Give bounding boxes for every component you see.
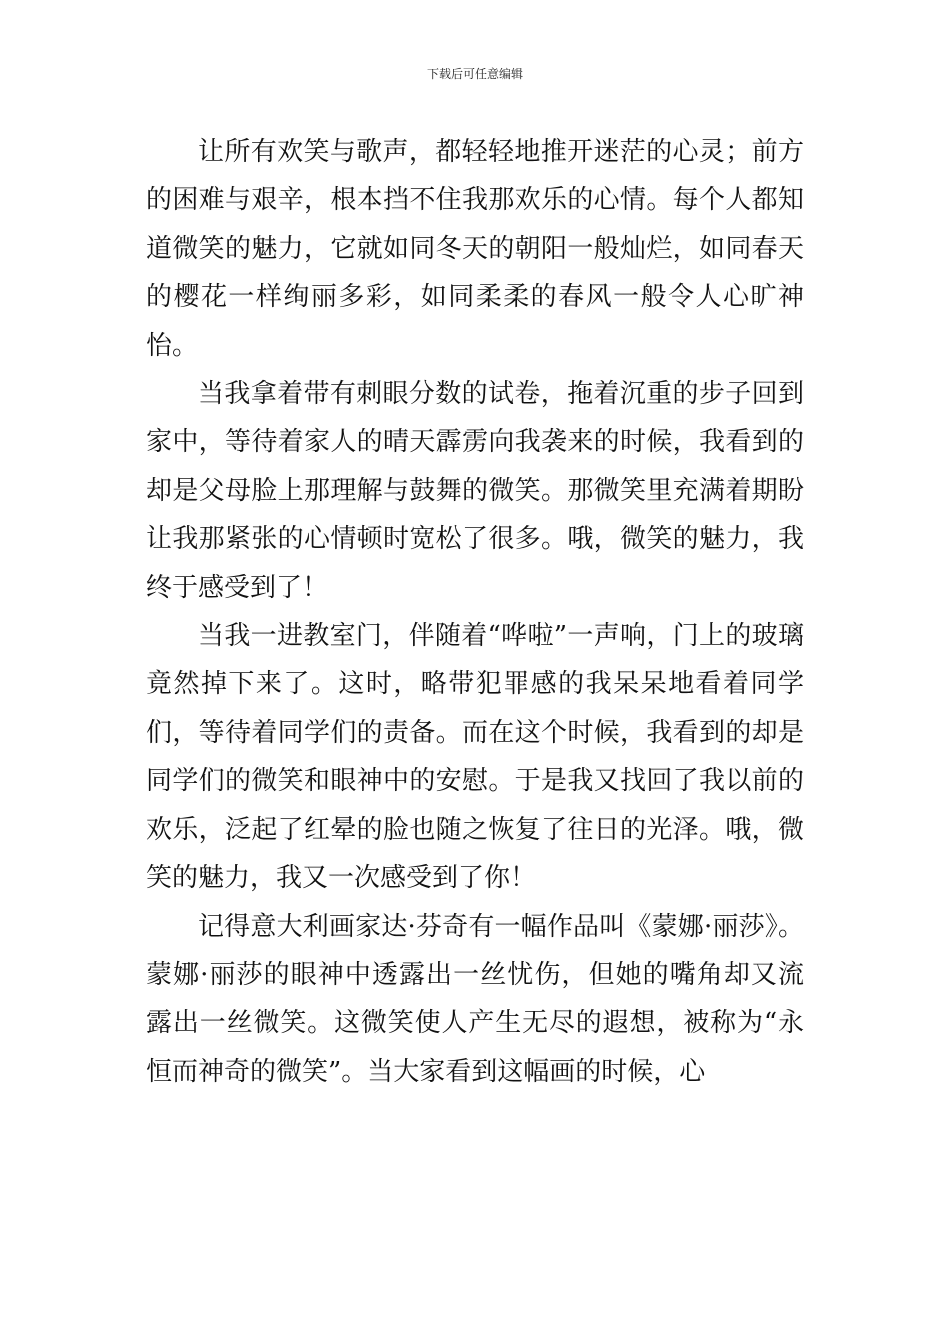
paragraph-2: 当我拿着带有刺眼分数的试卷，拖着沉重的步子回到家中，等待着家人的晴天霹雳向我袭来的时候，我看到的却是父母脸上那理解与鼓舞的微笑。那微笑里充满着期盼让我那紧张的心情顿时宽松了很多。哦，微笑的魅力，我终于感受到了！ <box>146 379 804 603</box>
page-header: 下载后可任意编辑 <box>426 67 523 81</box>
paragraph-3: 当我一进教室门，伴随着“哗啦”一声响，门上的玻璃竟然掉下来了。这时，略带犯罪感的我呆呆地看着同学们，等待着同学们的责备。而在这个时候，我看到的却是同学们的微笑和眼神中的安慰。于是我又找回了我以前的欢乐，泛起了红晕的脸也随之恢复了往日的光泽。哦，微笑的魅力，我又一次感受到了你！ <box>146 621 804 894</box>
document-body <box>146 128 804 1096</box>
paragraph-1: 让所有欢笑与歌声，都轻轻地推开迷茫的心灵；前方的困难与艰辛，根本挡不住我那欢乐的心情。每个人都知道微笑的魅力，它就如同冬天的朝阳一般灿烂，如同春天的樱花一样绚丽多彩，如同柔柔的春风一般令人心旷神怡。 <box>146 137 804 361</box>
paragraph-4: 记得意大利画家达·芬奇有一幅作品叫《蒙娜·丽莎》。蒙娜·丽莎的眼神中透露出一丝忧伤，但她的嘴角却又流露出一丝微笑。这微笑使人产生无尽的遐想，被称为“永恒而神奇的微笑”。当大家看到这幅画的时候，心 <box>146 911 804 1087</box>
